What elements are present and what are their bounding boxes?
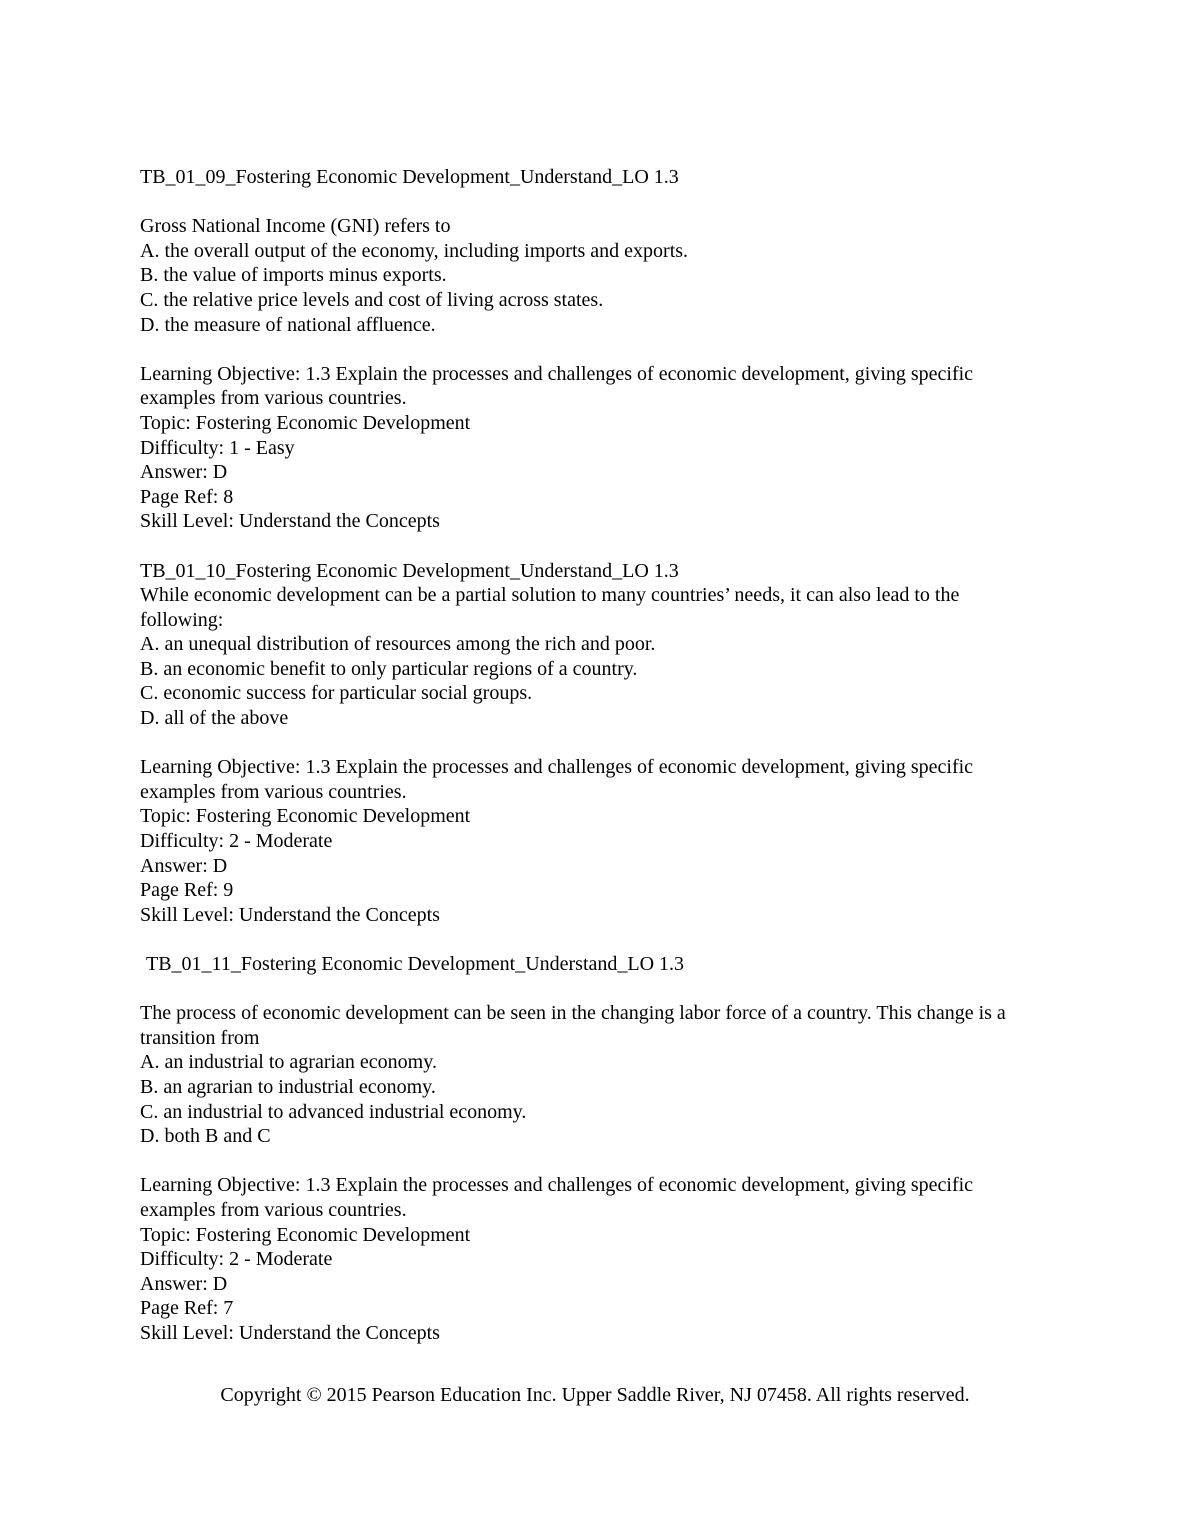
topic: Topic: Fostering Economic Development — [140, 805, 471, 828]
question-id: TB_01_10_Fostering Economic Development_Understand_LO 1.3 — [140, 559, 679, 582]
option-b: B. an agrarian to industrial economy. — [140, 1075, 436, 1098]
answer: Answer: D — [140, 1272, 228, 1295]
option-c: C. economic success for particular social groups. — [140, 682, 533, 705]
learning-objective: Learning Objective: 1.3 Explain the processes and challenges of economic development, giving specific examples from various countries. — [140, 1174, 974, 1221]
difficulty: Difficulty: 2 - Moderate — [140, 830, 333, 853]
option-b: B. an economic benefit to only particular regions of a country. — [140, 657, 638, 680]
learning-objective: Learning Objective: 1.3 Explain the processes and challenges of economic development, giving specific examples from various countries. — [140, 362, 974, 410]
answer: Answer: D — [140, 854, 228, 877]
option-c: C. an industrial to advanced industrial economy. — [140, 1100, 527, 1123]
option-c: C. the relative price levels and cost of living across states. — [140, 288, 604, 311]
page-ref: Page Ref: 9 — [140, 879, 234, 902]
option-d: D. the measure of national affluence. — [140, 313, 436, 336]
page-ref: Page Ref: 7 — [140, 1297, 234, 1320]
topic: Topic: Fostering Economic Development — [140, 411, 471, 434]
question-stem: Gross National Income (GNI) refers to — [140, 215, 451, 238]
skill-level: Skill Level: Understand the Concepts — [140, 1321, 440, 1344]
learning-objective: Learning Objective: 1.3 Explain the processes and challenges of economic development, giving specific examples from various countries. — [140, 756, 974, 803]
question-id: TB_01_11_Fostering Economic Development_Understand_LO 1.3 — [146, 953, 685, 975]
skill-level: Skill Level: Understand the Concepts — [140, 510, 440, 533]
copyright-footer: Copyright © 2015 Pearson Education Inc. Upper Saddle River, NJ 07458. All rights reserved. — [220, 1384, 970, 1406]
document-page — [140, 165, 1040, 1346]
answer: Answer: D — [140, 461, 228, 484]
question-id: TB_01_09_Fostering Economic Development_Understand_LO 1.3 — [140, 166, 679, 188]
topic: Topic: Fostering Economic Development — [140, 1223, 471, 1246]
option-b: B. the value of imports minus exports. — [140, 264, 447, 287]
option-a: A. the overall output of the economy, including imports and exports. — [140, 239, 689, 262]
page-ref: Page Ref: 8 — [140, 485, 234, 508]
difficulty: Difficulty: 1 - Easy — [140, 436, 295, 459]
skill-level: Skill Level: Understand the Concepts — [140, 903, 440, 926]
question-stem: While economic development can be a partial solution to many countries’ needs, it can also lead to the following: — [140, 584, 960, 631]
option-d: D. both B and C — [140, 1125, 271, 1148]
difficulty: Difficulty: 2 - Moderate — [140, 1248, 333, 1271]
option-a: A. an industrial to agrarian economy. — [140, 1051, 437, 1074]
option-d: D. all of the above — [140, 707, 289, 730]
question-stem: The process of economic development can be seen in the changing labor force of a country. This change is a transition from — [140, 1002, 1006, 1049]
option-a: A. an unequal distribution of resources among the rich and poor. — [140, 633, 656, 656]
